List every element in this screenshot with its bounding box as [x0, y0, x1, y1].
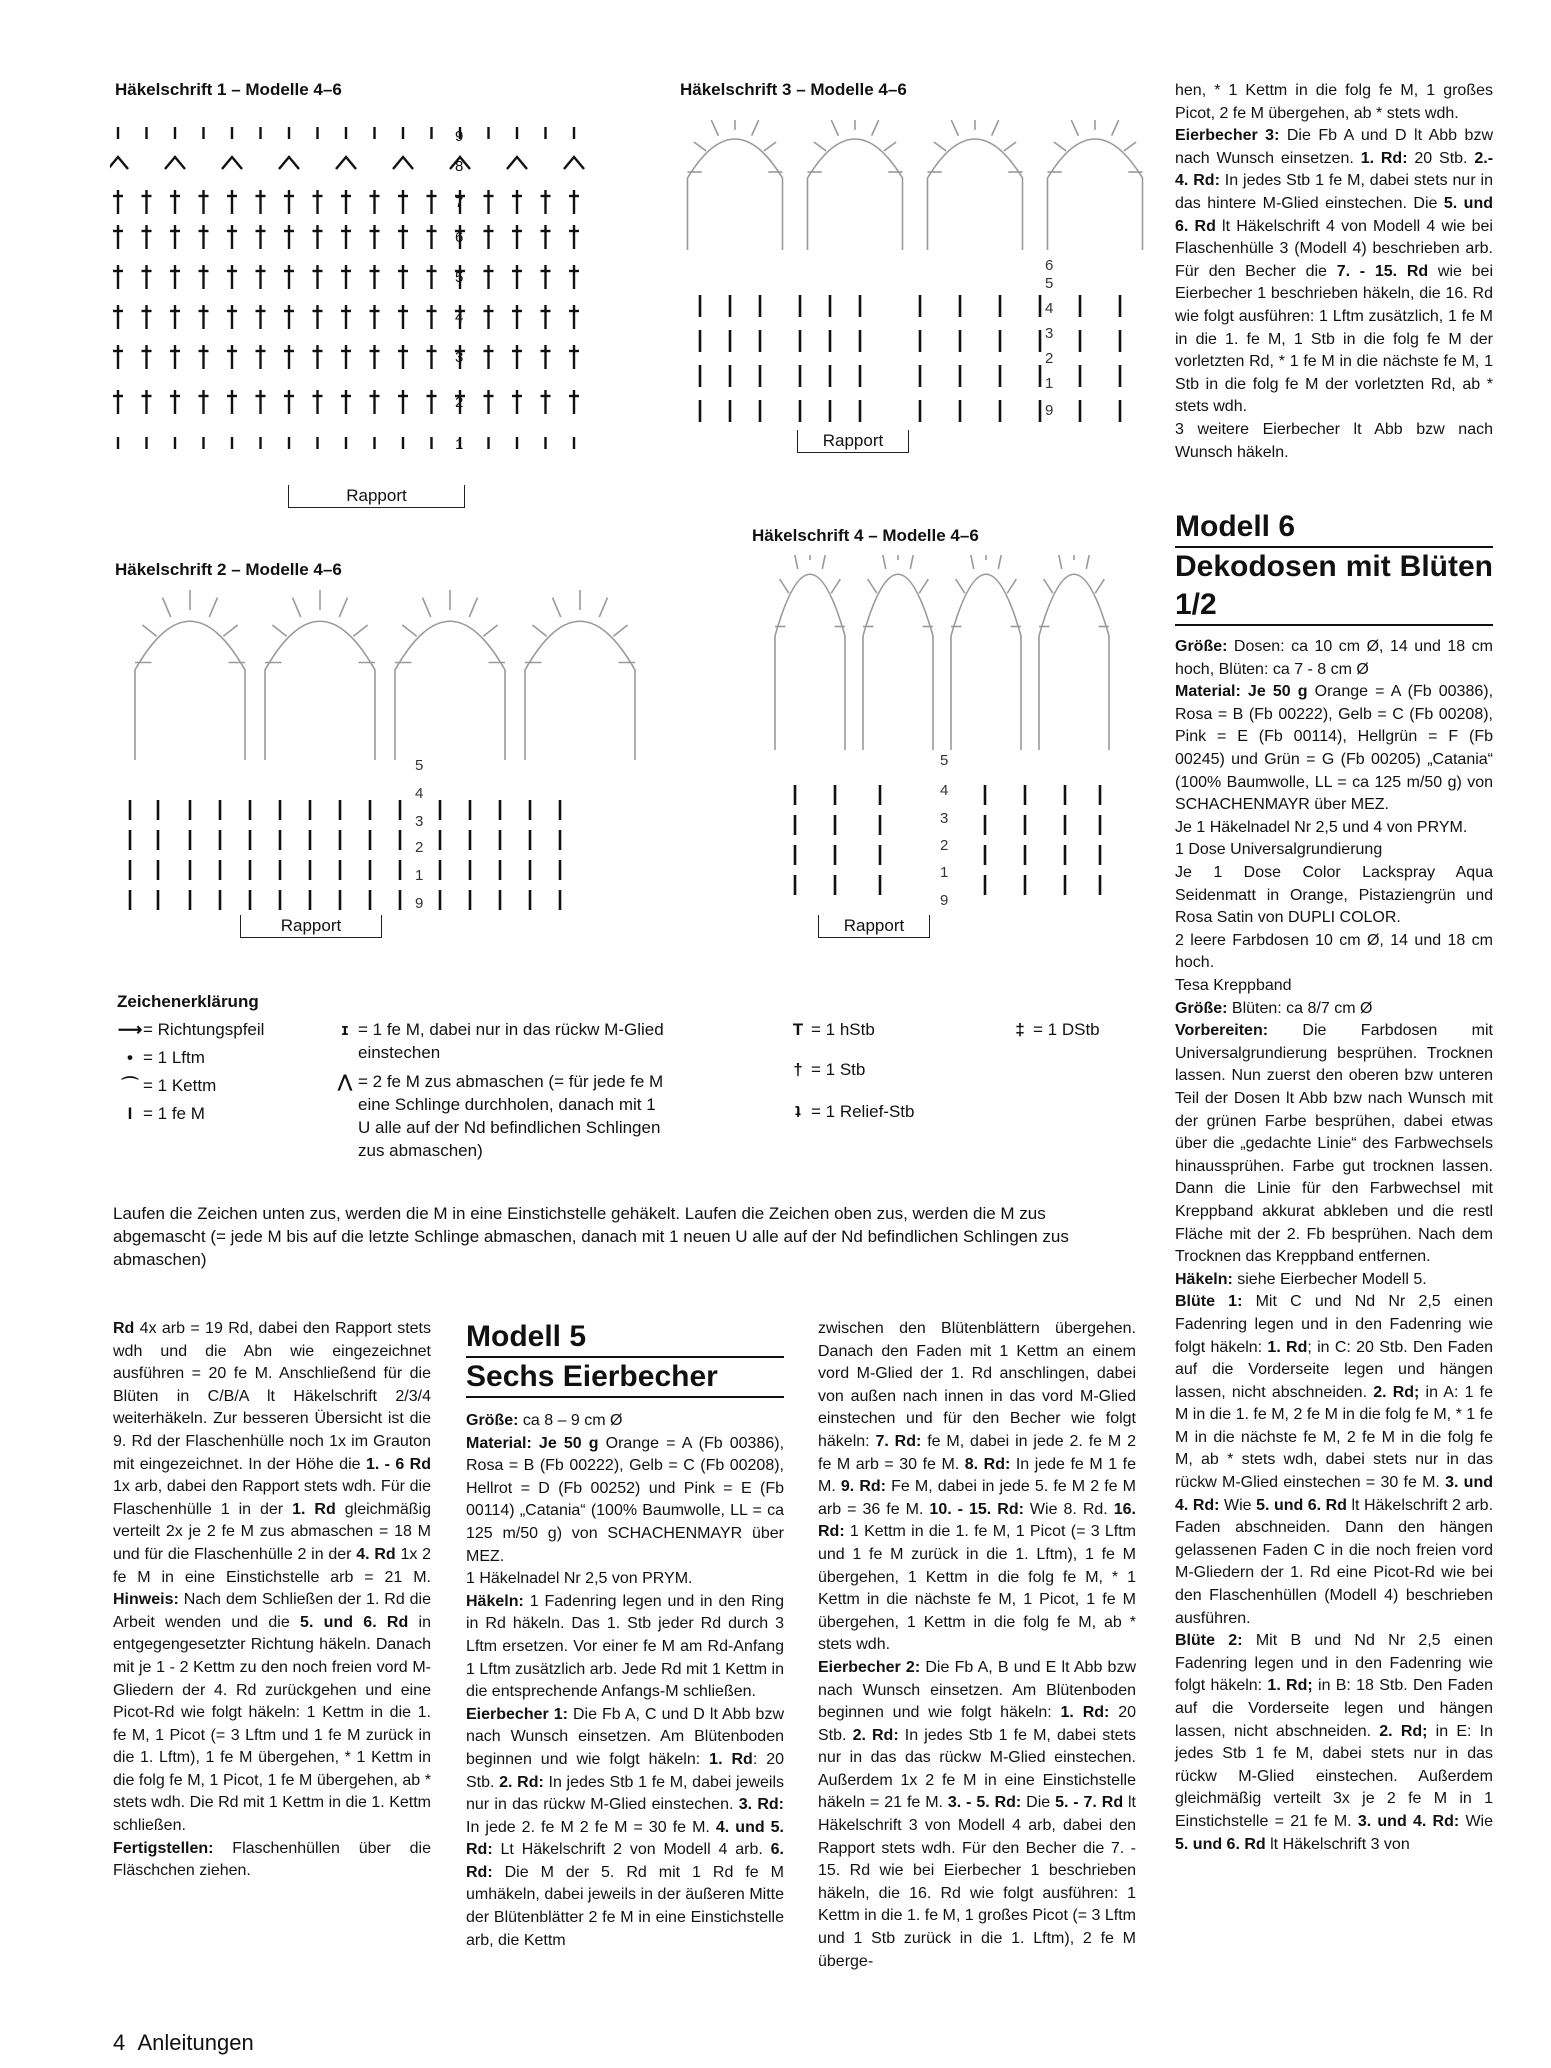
relief-stb-icon: ʇ — [795, 1102, 801, 1121]
legend-two-fem: ⋀ = 2 fe M zus abmaschen (= für jede fe M — [332, 1070, 663, 1093]
text-column-1 — [113, 1318, 431, 1883]
row-number: 3 — [415, 813, 424, 830]
legend-two-fem-3: U alle auf der Nd befindlichen Schlingen — [358, 1118, 661, 1137]
decrease-icon: ⋀ — [338, 1072, 352, 1091]
petal-shape — [265, 621, 375, 760]
paragraph: Eierbecher 1: Die Fb A, C und D lt Abb bzw nach Wunsch einsetzen. Am Blütenboden beginnen und wie folgt häkeln: 1. Rd: 20 Stb. 2. Rd: In jedes Stb 1 fe M, dabei jeweils nur in das rückw M-Glied einstechen. 3. Rd: In jede 2. fe M 2 fe M = 30 fe M. 4. und 5. Rd: Lt Häkelschrift 2 von Modell 4 arb. 6. Rd: Die M der 5. Rd mit 1 Rd fe M umhäkeln, dabei jeweils in der äußeren Mitte der Blütenblätter 2 fe M in eine Einstichstelle arb, die Kettm — [466, 1705, 785, 1949]
petal-shape — [1048, 139, 1143, 250]
paragraph: Fertigstellen: Flaschenhüllen über die Fläschchen ziehen. — [113, 1839, 431, 1880]
petal-shape — [395, 621, 505, 760]
paragraph: 2 leere Farbdosen 10 cm Ø, 14 und 18 cm hoch. — [1175, 931, 1493, 972]
row-number: 1 — [1045, 375, 1054, 392]
petal-stitch — [223, 625, 237, 636]
petal-stitch — [1095, 579, 1104, 593]
decrease-symbol — [222, 157, 242, 169]
row-number: 5 — [1045, 275, 1054, 292]
legend-kettm: ⌒ = 1 Kettm — [117, 1074, 216, 1097]
petal-stitch — [1057, 555, 1062, 569]
fem-icon: I — [127, 1104, 133, 1123]
chart2-title: Häkelschrift 2 – Modelle 4–6 — [115, 560, 342, 579]
row-number: 4 — [415, 785, 424, 802]
petal-stitch — [142, 625, 156, 636]
petal-stitch — [711, 120, 718, 136]
row-number: 6 — [455, 229, 464, 246]
row-number: 3 — [455, 349, 464, 366]
petal-stitch — [209, 598, 217, 617]
paragraph: 1 Dose Universalgrundierung — [1175, 841, 1383, 859]
chart4-rapport: Rapport — [818, 915, 930, 938]
paragraph: Vorbereiten: Die Farbdosen mit Universalgrundierung besprühen. Trocknen lassen. Nun zuerst den oberen bzw unteren Teil der Dosen lt Abb bzw nach Wunsch mit der grünen Farbe besprühen, dabei etwas über die „gedachte Linie“ des Farbwechsels hinaussprühen. Farbe gut trocknen lassen. Dann die Linie für den Farbwechsel mit Kreppband akkurat abkleben und die restl Fläche mit der 2. Fb besprühen. Nach dem Trocknen das Kreppband entfernen. — [1175, 1022, 1493, 1266]
legend-arrow: ⟶= Richtungspfeil — [117, 1020, 265, 1039]
chart4-diagram — [755, 555, 1135, 925]
paragraph: Blüte 1: Mit C und Nd Nr 2,5 einen Fadenring legen und in den Fadenring wie folgt häkeln: 1. Rd; in C: 20 Stb. Den Faden auf die Vorderseite legen und hängen lassen, nicht abschneiden. 2. Rd; in A: 1 fe M in die 1. fe M, 2 fe M in die folg fe M, * 1 fe M in die nächste fe M, 2 fe M in die folg fe M, ab * stets wdh, dabei stets nur in das rückw M-Glied einstechen = 30 fe M. 3. und 4. Rd: Wie 5. und 6. Rd lt Häkelschrift 2 arb. Faden abschneiden. Dann den hängen gelassenen Faden C in die noch freien vord M-Gliedern der 1. Rd eine Picot-Rd wie bei den Flaschenhüllen (Modell 4) beschrieben ausführen. — [1175, 1293, 1494, 1627]
row-number: 2 — [1045, 350, 1054, 367]
petal-stitch — [780, 579, 789, 593]
legend-relief: ʇ = 1 Relief-Stb — [785, 1100, 914, 1123]
row-number: 9 — [1045, 402, 1054, 419]
petal-stitch — [752, 120, 759, 136]
section-subheading: Dekodosen mit Blüten 1/2 — [1175, 548, 1493, 626]
paragraph: Häkeln: 1 Fadenring legen und in den Ring in Rd häkeln. Das 1. Stb jeder Rd durch 3 Lftm ersetzen. Vor einer fe M am Rd-Anfang 1 Lftm zusätzlich arb. Jede Rd mit 1 Kettm in die entsprechende Anfangs-M schließen. — [466, 1592, 784, 1701]
hstb-icon: T — [792, 1020, 804, 1039]
decrease-symbol — [336, 157, 356, 169]
petal-shape — [525, 621, 635, 760]
petal-shape — [928, 139, 1023, 250]
petal-stitch — [469, 598, 477, 617]
legend-fem: I = 1 fe M — [117, 1102, 205, 1125]
petal-shape — [688, 139, 783, 250]
footer-section: Anleitungen — [137, 2030, 254, 2055]
section-heading: Modell 5 — [466, 1318, 784, 1358]
paragraph: 1 Häkelnadel Nr 2,5 von PRYM. — [466, 1570, 693, 1588]
row-number: 1 — [455, 436, 464, 453]
petal-stitch — [831, 579, 840, 593]
legend-fem-back: ɪ = 1 fe M, dabei nur in das rückw M-Glied — [332, 1018, 664, 1041]
paragraph: Material: Je 50 g Orange = A (Fb 00386), Rosa = B (Fb 00222), Gelb = C (Fb 00208), Pink = E (Fb 00114), Hellgrün = F (Fb 00245) und Grün = G (Fb 00205) „Catania“ (100% Baumwolle, LL = ca 125 m/50 g) von SCHACHENMAYR über MEZ. — [1175, 683, 1494, 814]
legend-hstb: T = 1 hStb — [785, 1018, 875, 1041]
petal-stitch — [423, 598, 431, 617]
kettm-icon: ⌒ — [121, 1076, 139, 1095]
row-number: 7 — [455, 194, 464, 211]
paragraph: Größe: Dosen: ca 10 cm Ø, 14 und 18 cm hoch, Blüten: ca 7 - 8 cm Ø — [1175, 638, 1493, 678]
petal-shape — [863, 574, 933, 750]
row-number: 2 — [415, 839, 424, 856]
decrease-symbol — [507, 157, 527, 169]
chart3-title: Häkelschrift 3 – Modelle 4–6 — [680, 80, 907, 99]
petal-stitch — [1071, 120, 1078, 136]
row-number: 9 — [455, 128, 464, 145]
stb-icon: † — [793, 1060, 803, 1079]
row-number: 4 — [1045, 300, 1054, 317]
paragraph: Größe: Blüten: ca 8/7 cm Ø — [1175, 999, 1373, 1017]
petal-stitch — [919, 579, 928, 593]
paragraph: Rd 4x arb = 19 Rd, dabei den Rapport stets wdh und die Abn wie eingezeichnet ausführen = 20 fe M. Anschließend für die Blüten in C/B/A lt Häkelschrift 2/3/4 weiterhäkeln. Zur besseren Übersicht ist die 9. Rd der Flaschenhülle noch 1x im Grauton mit eingezeichnet. In der Höhe die 1. - 6 Rd 1x arb, dabei den Rapport stets wdh. Für die Flaschenhülle 1 in der 1. Rd gleichmäßig verteilt 2x je 2 fe M zus abmaschen = 18 M und für die Flaschenhülle 2 in der 4. Rd 1x 2 fe M in eine Einstichstelle arb = 21 M. Hinweis: Nach dem Schließen der 1. Rd die Arbeit wenden und die 5. und 6. Rd in entgegengesetzter Richtung häkeln. Danach mit je 1 - 2 Kettm zu den noch freien vord M-Gliedern der 4. Rd zurückgehen und eine Picot-Rd wie folgt häkeln: 1 Kettm in die 1. fe M, 1 Picot (= 3 Lftm und 1 fe M zurück in die 1. Lftm), 1 fe M übergehen, * 1 Kettm in die folg fe M, 1 Picot, 1 fe M übergehen, ab * stets wdh. Die Rd mit 1 Kettm in die 1. Kettm schließen. — [113, 1320, 432, 1835]
paragraph: zwischen den Blütenblättern übergehen. Danach den Faden mit 1 Kettm an einem vord M-Glied der 1. Rd anschlingen, dabei von außen nach innen in das vord M-Glied einstechen und für den Becher wie folgt häkeln: 7. Rd: fe M, dabei in jede 2. fe M 2 fe M arb = 30 fe M. 8. Rd: In jede fe M 1 fe M. 9. Rd: Fe M, dabei in jede 5. fe M 2 fe M arb = 36 fe M. 10. - 15. Rd: Wie 8. Rd. 16. Rd: 1 Kettm in die 1. fe M, 1 Picot (= 3 Lftm und 1 fe M zurück in die 1. Lftm), 1 fe M übergehen, 1 Kettm in die folg fe M, * 1 Kettm in die nächste fe M, 1 Picot, 1 fe M übergehen, 1 Kettm in die folg fe M, ab * stets wdh. — [818, 1320, 1137, 1654]
petal-stitch — [969, 555, 974, 569]
text-column-2 — [466, 1318, 784, 1952]
petal-stitch — [613, 625, 627, 636]
decrease-symbol — [393, 157, 413, 169]
chart4-title: Häkelschrift 4 – Modelle 4–6 — [752, 526, 979, 545]
petal-stitch — [1044, 579, 1053, 593]
legend — [117, 990, 1167, 1190]
row-number: 9 — [940, 892, 949, 909]
petal-stitch — [814, 142, 826, 151]
legend-fem-back-2: einstechen — [358, 1043, 441, 1062]
petal-stitch — [339, 598, 347, 617]
row-number: 5 — [455, 269, 464, 286]
petal-stitch — [1007, 579, 1016, 593]
petal-stitch — [956, 579, 965, 593]
petal-stitch — [1004, 142, 1016, 151]
petal-stitch — [353, 625, 367, 636]
legend-two-fem-2: eine Schlinge durchholen, danach mit 1 — [358, 1095, 656, 1114]
paragraph: hen, * 1 Kettm in die folg fe M, 1 großes Picot, 2 fe M übergehen, ab * stets wdh. — [1175, 82, 1493, 122]
arrow-icon: ⟶ — [117, 1020, 143, 1039]
petal-stitch — [1054, 142, 1066, 151]
legend-note: Laufen die Zeichen unten zus, werden die M in eine Einstichstelle gehäkelt. Laufen die Zeichen oben zus, werden die M zus abgemascht (= jede M bis auf die letzte Schlinge abmaschen, danach mit 1 neuen U alle auf der Nd befindlichen Schlingen zus abmaschen) — [113, 1204, 1069, 1269]
petal-stitch — [1086, 555, 1091, 569]
paragraph: Größe: ca 8 – 9 cm Ø — [466, 1412, 623, 1429]
row-number: 4 — [455, 309, 464, 326]
page-number: 4 — [113, 2030, 126, 2055]
petal-stitch — [881, 555, 886, 569]
petal-stitch — [163, 598, 171, 617]
paragraph: Eierbecher 2: Die Fb A, B und E lt Abb bzw nach Wunsch einsetzen. Am Blütenboden beginnen und wie folgt häkeln: 1. Rd: 20 Stb. 2. Rd: In jedes Stb 1 fe M, dabei stets nur in das das rückw M-Glied einstechen. Außerdem 1x 2 fe M in eine Einstichstelle häkeln = 21 fe M. 3. - 5. Rd: Die 5. - 7. Rd lt Häkelschrift 3 von Modell 4 arb, dabei den Rapport stets wdh. Für den Becher die 7. - 15. Rd wie bei Eierbecher 1 beschrieben häkeln, die 16. Rd wie folgt ausführen: 1 Kettm in die 1. fe M, 1 großes Picot (= 3 Lftm und 1 Stb zurück in die 1. Lftm), 2 fe M überge- — [818, 1658, 1137, 1970]
row-number: 2 — [455, 394, 464, 411]
paragraph: Häkeln: siehe Eierbecher Modell 5. — [1175, 1270, 1427, 1288]
paragraph: Material: Je 50 g Orange = A (Fb 00386), Rosa = B (Fb 00222), Gelb = C (Fb 00208), Hellrot = D (Fb 00252) und Pink = E (Fb 00114) „Catania“ (100% Baumwolle, LL = ca 125 m/50 g) von SCHACHENMAYR über MEZ. — [466, 1434, 785, 1565]
petal-stitch — [764, 142, 776, 151]
paragraph: Je 1 Häkelnadel Nr 2,5 und 4 von PRYM. — [1175, 818, 1468, 836]
decrease-symbol — [564, 157, 584, 169]
row-number: 5 — [415, 757, 424, 774]
chart1-rapport: Rapport — [288, 485, 465, 508]
chart3-rapport: Rapport — [797, 430, 909, 453]
chart2-rapport: Rapport — [240, 915, 382, 938]
row-number: 9 — [415, 895, 424, 912]
legend-stb: † = 1 Stb — [785, 1058, 865, 1081]
petal-shape — [808, 139, 903, 250]
chart1-title: Häkelschrift 1 – Modelle 4–6 — [115, 80, 342, 99]
petal-stitch — [884, 142, 896, 151]
petal-stitch — [599, 598, 607, 617]
row-number: 5 — [940, 752, 949, 769]
petal-stitch — [998, 555, 1003, 569]
petal-stitch — [1124, 142, 1136, 151]
petal-stitch — [992, 120, 999, 136]
paragraph: 3 weitere Eierbecher lt Abb bzw nach Wunsch häkeln. — [1175, 420, 1493, 461]
paragraph: Je 1 Dose Color Lackspray Aqua Seidenmatt in Orange, Pistaziengrün und Rosa Satin von DUPLI COLOR. — [1175, 864, 1493, 927]
row-number: 1 — [415, 867, 424, 884]
petal-stitch — [1112, 120, 1119, 136]
paragraph: Eierbecher 3: Die Fb A und D lt Abb bzw nach Wunsch einsetzen. 1. Rd: 20 Stb. 2.- 4. Rd: In jedes Stb 1 fe M, dabei stets nur in das hintere M-Glied einstechen. Die 5. und 6. Rd lt Häkelschrift 4 von Modell 4 wie bei Flaschenhülle 3 (Modell 4) beschrieben arb. Für den Becher die 7. - 15. Rd wie bei Eierbecher 1 beschrieben häkeln, die 16. Rd wie folgt ausführen: 1 Lftm zusätzlich, 1 fe M in die 1. fe M, 1 Stb in die folg fe M der vorletzten Rd, * 1 fe M in die nächste fe M, 1 Stb in die folg fe M der vorletzten Rd, ab * stets wdh. — [1175, 127, 1494, 416]
legend-lftm: • = 1 Lftm — [117, 1046, 205, 1069]
petal-stitch — [822, 555, 827, 569]
petal-stitch — [934, 142, 946, 151]
petal-stitch — [951, 120, 958, 136]
petal-shape — [951, 574, 1021, 750]
legend-title: Zeichenerklärung — [117, 992, 259, 1011]
row-number: 1 — [940, 864, 949, 881]
section-subheading: Sechs Eierbecher — [466, 1358, 784, 1398]
petal-stitch — [831, 120, 838, 136]
page-footer — [113, 2030, 254, 2056]
petal-stitch — [694, 142, 706, 151]
row-number: 2 — [940, 837, 949, 854]
row-number: 3 — [940, 810, 949, 827]
row-number: 8 — [455, 158, 464, 175]
petal-stitch — [868, 579, 877, 593]
legend-two-fem-4: zus abmaschen) — [358, 1141, 483, 1160]
petal-shape — [775, 574, 845, 750]
petal-shape — [135, 621, 245, 760]
petal-stitch — [872, 120, 879, 136]
chart2-diagram — [110, 590, 670, 930]
petal-stitch — [293, 598, 301, 617]
petal-stitch — [532, 625, 546, 636]
dot-icon: • — [127, 1048, 133, 1067]
decrease-symbol — [110, 157, 128, 169]
decrease-symbol — [279, 157, 299, 169]
petal-stitch — [483, 625, 497, 636]
text-column-4 — [1175, 80, 1493, 1856]
petal-shape — [1039, 574, 1109, 750]
legend-dstb: ‡ = 1 DStb — [1007, 1018, 1100, 1041]
petal-stitch — [910, 555, 915, 569]
petal-stitch — [272, 625, 286, 636]
fem-back-icon: ɪ — [341, 1020, 349, 1039]
row-number: 4 — [940, 782, 949, 799]
row-number: 6 — [1045, 257, 1054, 274]
petal-stitch — [793, 555, 798, 569]
petal-stitch — [402, 625, 416, 636]
decrease-symbol — [165, 157, 185, 169]
paragraph: Tesa Kreppband — [1175, 977, 1292, 994]
row-number: 3 — [1045, 325, 1054, 342]
dstb-icon: ‡ — [1015, 1020, 1025, 1039]
chart3-diagram — [680, 120, 1160, 440]
paragraph: Blüte 2: Mit B und Nd Nr 2,5 einen Fadenring legen und in den Fadenring wie folgt häkeln: 1. Rd; in B: 18 Stb. Den Faden auf die Vorderseite legen und hängen lassen, nicht abschneiden. 2. Rd; in E: In jedes Stb 1 fe M, dabei stets nur in das rückw M-Glied einstechen. Außerdem gleichmäßig verteilt 3x je 2 fe M in 1 Einstichstelle = 21 fe M. 3. und 4. Rd: Wie 5. und 6. Rd lt Häkelschrift 3 von — [1175, 1632, 1494, 1853]
section-heading: Modell 6 — [1175, 508, 1493, 548]
chart1-diagram — [110, 125, 650, 495]
petal-stitch — [553, 598, 561, 617]
text-column-3 — [818, 1318, 1136, 1973]
